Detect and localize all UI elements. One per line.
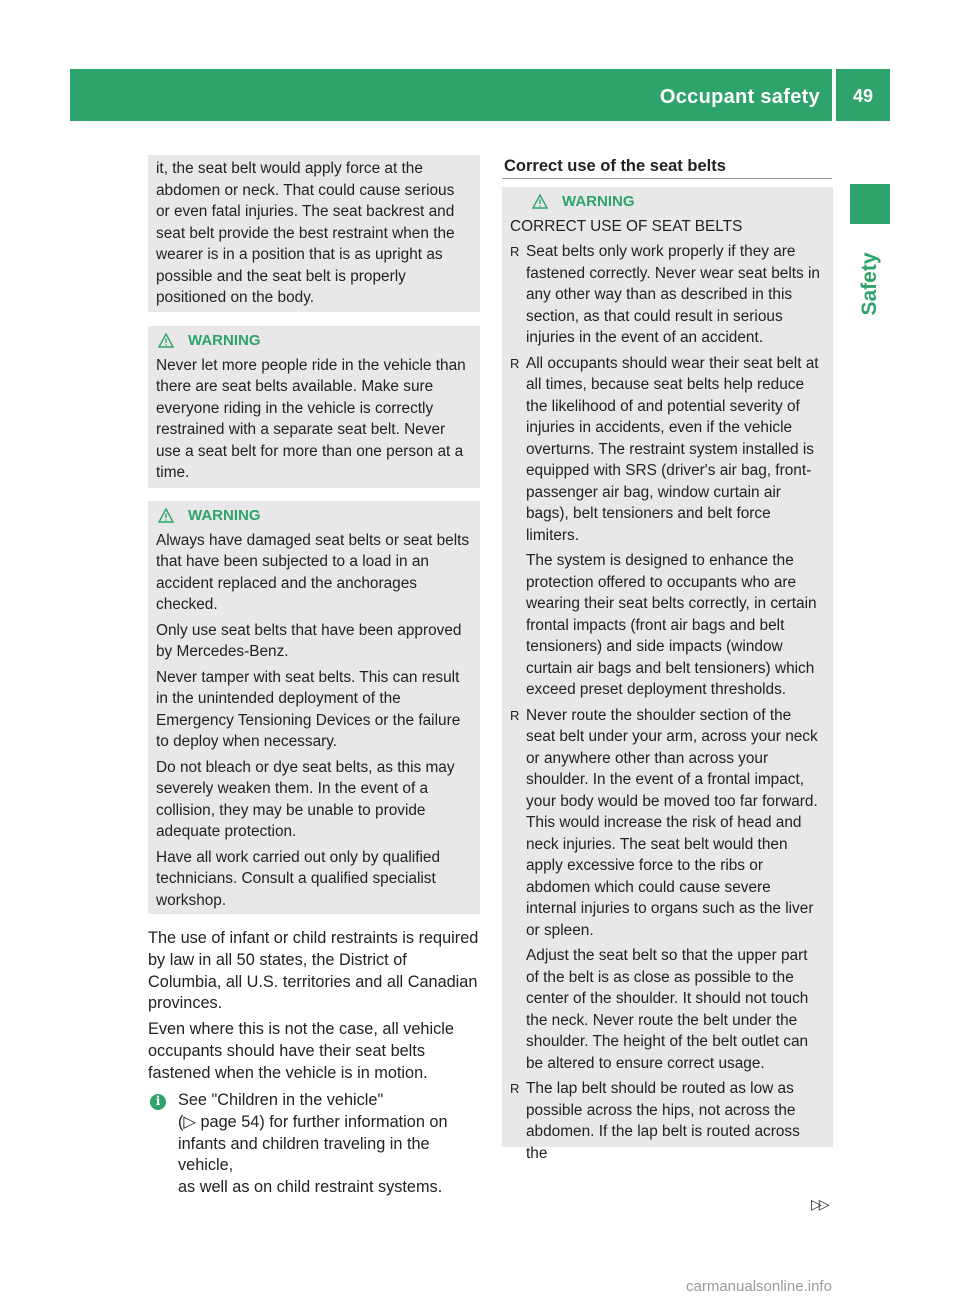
text-line: by Mercedes-Benz. [156, 643, 289, 660]
text-line: exceed preset deployment thresholds. [526, 681, 787, 698]
continued-warning-box [148, 155, 480, 312]
paragraph [526, 241, 825, 349]
text-line: fastened correctly. Never wear seat belts in [526, 264, 820, 282]
text-line: The system is designed to enhance the [526, 552, 794, 569]
text-line: This would increase the risk of head and [526, 814, 802, 831]
page-title: Occupant safety [659, 86, 820, 108]
warning-subheading: CORRECT USE OF SEAT BELTS [510, 217, 743, 235]
paragraph [156, 847, 472, 912]
text-line: limiters. [526, 526, 580, 544]
paragraph [526, 945, 825, 1074]
paragraph [148, 928, 484, 1015]
warning-bullet [510, 1078, 825, 1164]
text-line: neck injuries. The seat belt would then [526, 835, 788, 853]
text-line: positioned on the body. [156, 289, 315, 306]
chapter-label: Safety [858, 252, 881, 316]
text-line: Do not bleach or dye seat belts, as this may [156, 758, 455, 776]
text-line: everyone riding in the vehicle is correctly [156, 399, 434, 417]
warning-bullet [510, 241, 825, 349]
text-line: that have been subjected to a load in an [156, 553, 429, 570]
continue-marker: ▷▷ [811, 1196, 827, 1212]
text-line: time. [156, 464, 190, 481]
text-line: equipped with SRS (driver's air bag, front- [526, 462, 812, 479]
text-line: tensioners) and side impacts (window [526, 638, 783, 655]
text-line: section, as that could result in serious [526, 307, 783, 325]
warning-triangle-icon [158, 333, 174, 348]
text-line: occupants should have their seat belts [148, 1041, 425, 1060]
section-title: Correct use of the seat belts [504, 157, 726, 175]
info-icon: i [150, 1094, 166, 1110]
watermark: carmanualsonline.info [686, 1278, 832, 1295]
text-line: Even where this is not the case, all vehicle [148, 1020, 454, 1039]
warning-box-seat-belts [502, 187, 833, 1162]
text-line: the likelihood of and potential severity of [526, 397, 800, 415]
paragraph [526, 550, 825, 701]
text-line: as well as on child restraint systems. [178, 1178, 443, 1197]
warning-bullet [510, 353, 825, 701]
text-line: curtain air bags and belt tensioners) which [526, 659, 815, 677]
text-line: The use of infant or child restraints is required [148, 929, 479, 947]
warning-triangle-icon [158, 508, 174, 523]
text-line: of the belt is as close as possible to the [526, 968, 794, 986]
text-line: provinces. [148, 994, 223, 1013]
paragraph [526, 353, 825, 547]
text-line: the neck. Never route the belt under the [526, 1011, 798, 1029]
paragraph [156, 620, 472, 663]
warning-box-1 [148, 326, 480, 488]
warning-label: WARNING [188, 332, 261, 349]
warning-heading-3 [530, 191, 825, 213]
warning-label: WARNING [188, 507, 261, 524]
paragraph [156, 757, 472, 843]
text-line: shoulder. In the event of a frontal impact, [526, 771, 805, 788]
chapter-tab [850, 184, 890, 224]
warning-bullet [510, 705, 825, 1075]
text-line: severely weaken them. In the event of a [156, 780, 429, 797]
text-line: Columbia, all U.S. territories and all Canadian [148, 972, 478, 991]
text-line: R Seat belts only work properly if they are [526, 243, 796, 260]
info-note [148, 1090, 484, 1199]
text-line: it, the seat belt would apply force at the [156, 160, 423, 177]
text-line: Adjust the seat belt so that the upper part [526, 947, 808, 964]
info-text [178, 1090, 484, 1199]
text-line: injuries in accidents, even if the vehicle [526, 419, 793, 436]
text-line: See "Children in the vehicle" [178, 1091, 384, 1109]
text-line: abdomen. If the lap belt is routed across the [526, 1123, 800, 1162]
text-line: possible and the seat belt is properly [156, 267, 406, 285]
text-line: protection offered to occupants who are [526, 573, 797, 591]
paragraph [156, 530, 472, 616]
text-line: by law in all 50 states, the District of [148, 950, 407, 969]
text-line: Never tamper with seat belts. This can result [156, 668, 460, 686]
paragraph [148, 1019, 484, 1084]
text-line: abdomen or neck. That could cause serious [156, 181, 455, 199]
warning-triangle-icon [532, 194, 548, 209]
text-line: R All occupants should wear their seat belt at [526, 354, 819, 372]
warning-bullet-list [510, 241, 825, 1164]
text-line: any other way than as described in this [526, 286, 793, 303]
warning-text-1 [156, 355, 472, 484]
paragraph [156, 667, 472, 753]
text-line: overturns. The restraint system installed is [526, 440, 814, 458]
text-line: all times, because seat belts help reduce [526, 376, 805, 393]
page-number: 49 [852, 86, 874, 106]
body-text [148, 928, 484, 1085]
text-line: frontal impacts (front air bags and belt [526, 616, 785, 634]
text-line: Only use seat belts that have been approved [156, 621, 462, 639]
text-line: be altered to ensure correct usage. [526, 1054, 765, 1072]
text-line: R The lap belt should be routed as low as [526, 1080, 794, 1097]
warning-heading-1 [156, 330, 472, 352]
text-line: fastened when the vehicle is in motion. [148, 1063, 428, 1082]
text-line: Have all work carried out only by qualified [156, 848, 441, 866]
text-line: wearer is in a position that is as upright as [156, 246, 443, 263]
text-line: or anywhere other than across your [526, 749, 769, 767]
text-line: seat belt provide the best restraint when the [156, 224, 455, 242]
text-line: infants and children traveling in the vehicle, [178, 1134, 430, 1175]
text-line: restrained with a separate seat belt. Never [156, 421, 446, 438]
paragraph [526, 705, 825, 942]
text-line: your body would be moved too far forward. [526, 792, 818, 810]
text-line: accident replaced and the anchorages [156, 574, 417, 592]
text-line: internal injuries to organs such as the liver [526, 900, 814, 917]
text-line: apply excessive force to the ribs or [526, 857, 763, 874]
warning-label: WARNING [562, 193, 635, 210]
warning-text-2 [156, 530, 472, 912]
text-line: Always have damaged seat belts or seat belts [156, 531, 470, 549]
warning-box-2 [148, 501, 480, 914]
text-line: possible across the hips, not across the [526, 1101, 796, 1119]
text-line: checked. [156, 596, 218, 613]
text-line: (▷ page 54) for further information on [178, 1112, 448, 1131]
text-line: bags), belt tensioners and belt force [526, 505, 771, 522]
text-line: abdomen which could cause severe [526, 878, 771, 896]
text-line: R Never route the shoulder section of the [526, 706, 792, 724]
text-line: in the unintended deployment of the [156, 690, 401, 707]
text-line: seat belt under your arm, across your neck [526, 728, 818, 745]
text-line: wearing their seat belts correctly, in certain [526, 595, 817, 612]
text-line: use a seat belt for more than one person at a [156, 442, 464, 460]
paragraph [526, 1078, 825, 1164]
text-line: to deploy when necessary. [156, 733, 338, 750]
warning-heading-2 [156, 505, 472, 527]
text-line: there are seat belts available. Make sure [156, 378, 434, 395]
text-line: workshop. [156, 891, 227, 909]
text-line: or spleen. [526, 921, 594, 939]
text-line: collision, they may be unable to provide [156, 801, 426, 819]
text-line: passenger air bag, window curtain air [526, 483, 781, 501]
text-line: shoulder. The height of the belt outlet can [526, 1033, 809, 1050]
chapter-label-wrap [848, 232, 892, 342]
text-line: injuries in the event of an accident. [526, 329, 763, 346]
text-line: center of the shoulder. It should not touch [526, 990, 809, 1007]
text-line: technicians. Consult a qualified specialist [156, 870, 436, 887]
text-line: adequate protection. [156, 823, 297, 840]
text-line: Never let more people ride in the vehicle than [156, 356, 466, 374]
text-line: Emergency Tensioning Devices or the failure [156, 711, 461, 729]
text-line: or even fatal injuries. The seat backrest and [156, 203, 455, 220]
section-divider [502, 178, 832, 179]
